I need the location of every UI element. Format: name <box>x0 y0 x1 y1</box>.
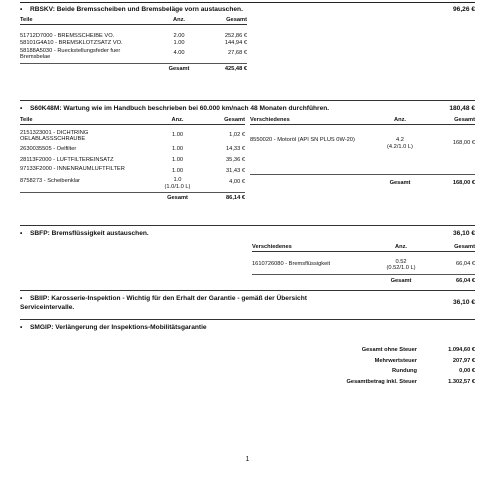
row-desc: 2151323001 - DICHTRING OELABLASSSCHRAUBE <box>20 129 89 142</box>
total-label: Rundung <box>392 368 417 374</box>
table-sum-row <box>20 64 247 73</box>
sum-label: Gesamt <box>389 180 411 187</box>
row-total: 4,00 € <box>229 179 245 185</box>
row-qty-detail: (4.2/1.0 L) <box>387 143 413 150</box>
row-desc: 8758273 - Scheibenklar <box>20 178 81 184</box>
row-desc: 2630035505 - Oelfilter <box>20 146 77 152</box>
table-row <box>250 137 475 173</box>
section-rbskv <box>20 5 475 73</box>
col-header-part: Verschiedenes <box>252 244 292 250</box>
row-total: 168,00 € <box>452 139 475 146</box>
total-label: Gesamtbetrag inkl. Steuer <box>346 378 417 385</box>
misc-table <box>252 243 475 285</box>
bullet-icon: • <box>20 105 23 112</box>
col-header-qty: Anz. <box>172 17 185 23</box>
invoice-totals <box>300 345 475 387</box>
row-qty-detail: (0.52/1.0 L) <box>386 265 416 271</box>
table-row <box>20 164 245 175</box>
parts-table <box>20 116 245 202</box>
section-title: RBSKV: Beide Bremsscheiben und Bremsbeläge vorn austauschen. <box>30 6 243 13</box>
row-desc: 28113F2000 - LUFTFILTEREINSATZ <box>20 157 114 163</box>
section-sbfp <box>20 225 475 285</box>
col-header-total: Gesamt <box>454 117 475 123</box>
section-title: SBFP: Bremsflüssigkeit austauschen. <box>30 230 149 237</box>
row-qty: 4.2 <box>396 137 404 144</box>
total-label: Mehrwertsteuer <box>374 357 417 364</box>
bullet-icon: • <box>20 295 23 302</box>
row-total: 66,04 € <box>456 261 475 267</box>
row-desc: 58101G4A10 - BREMSKLOTZSATZ VO. <box>20 40 123 46</box>
row-total: 14,33 € <box>226 146 245 152</box>
page-number: 1 <box>245 456 250 463</box>
total-row <box>300 377 475 388</box>
row-total: 144,94 € <box>224 40 247 46</box>
sum-label: Gesamt <box>168 66 190 72</box>
section-price: 36,10 € <box>453 230 475 237</box>
col-header-total: Gesamt <box>226 17 247 23</box>
row-qty: 0.52 <box>395 258 407 265</box>
row-total: 1,02 € <box>229 132 245 138</box>
section-title: S60K48M: Wartung wie im Handbuch beschrieben bei 60.000 km/nach 48 Monaten durchführen. <box>30 105 330 112</box>
section-header <box>20 229 475 238</box>
bullet-icon: • <box>20 230 23 237</box>
section-price: 180,48 € <box>449 105 475 112</box>
table-row <box>20 32 247 40</box>
row-total: 27,68 € <box>228 50 247 56</box>
top-rule <box>20 2 475 3</box>
row-qty: 4.00 <box>173 50 185 56</box>
misc-table <box>250 116 475 202</box>
row-qty: 1.00 <box>171 157 184 163</box>
total-value: 207,97 € <box>452 357 475 364</box>
sum-value: 66,04 € <box>456 278 475 284</box>
bullet-icon: • <box>20 6 23 13</box>
section-header <box>20 294 475 312</box>
row-desc: 51712D7000 - BREMSSCHEIBE VO. <box>20 32 115 39</box>
row-qty: 1.00 <box>171 168 184 174</box>
table-row <box>252 258 475 272</box>
row-qty: 2.00 <box>173 32 185 39</box>
total-label: Gesamt ohne Steuer <box>361 347 417 353</box>
row-total: 252,86 € <box>224 32 247 39</box>
col-header-part: Verschiedenes <box>250 117 290 123</box>
total-row <box>300 366 475 377</box>
table-sum-row <box>250 178 475 201</box>
total-value: 0,00 € <box>459 368 475 374</box>
sum-label: Gesamt <box>390 278 412 284</box>
row-qty: 1.00 <box>171 146 184 152</box>
row-desc: 1610726080 - Bremsflüssigkeit <box>252 261 331 267</box>
col-header-total: Gesamt <box>454 244 475 250</box>
section-title: SBIIP: Karosserie-Inspektion - Wichtig für den Erhalt der Garantie - gemäß der Übersicht <box>30 295 307 302</box>
total-value: 1.302,57 € <box>448 378 475 385</box>
col-header-total: Gesamt <box>224 117 245 123</box>
table-row <box>20 153 245 164</box>
section-header <box>20 5 475 14</box>
section-s60k48m <box>20 100 475 202</box>
col-header-part: Teile <box>20 117 33 123</box>
table-sum-row <box>20 193 245 202</box>
total-value: 1.094,60 € <box>448 347 475 353</box>
row-qty: 1.0 <box>173 177 182 183</box>
section-header <box>20 323 475 332</box>
table-row <box>20 129 245 143</box>
total-row <box>300 345 475 356</box>
col-header-qty: Anz. <box>394 244 407 250</box>
row-desc: 58188A5030 - Rueckstellungsfeder fuer Bremsbelae <box>20 47 121 60</box>
row-qty: 1.00 <box>171 132 184 138</box>
section-title: SMGIP: Verlängerung der Inspektions-Mobilitätsgarantie <box>30 324 207 331</box>
table-row <box>20 143 245 153</box>
section-title-cont: Serviceintervalle. <box>20 304 75 311</box>
section-header <box>20 104 475 113</box>
row-desc: 97133F2000 - INNENRAUMLUFTFILTER <box>20 166 125 172</box>
row-qty-detail: (1.0/1.0 L) <box>164 183 191 190</box>
row-desc: 8550020 - Motoröl (API SN PLUS 0W-20) <box>250 137 355 144</box>
total-row <box>300 356 475 367</box>
section-sbiip <box>20 290 475 312</box>
sum-label: Gesamt <box>167 194 188 201</box>
table-row <box>20 175 245 191</box>
section-smgip <box>20 319 475 332</box>
parts-table <box>20 16 247 73</box>
col-header-qty: Anz. <box>171 117 184 123</box>
table-row <box>20 47 247 61</box>
row-total: 35,36 € <box>226 157 245 163</box>
row-total: 31,43 € <box>226 168 245 174</box>
col-header-part: Teile <box>20 17 33 23</box>
section-price: 36,10 € <box>453 299 475 306</box>
sum-value: 168,00 € <box>452 180 475 187</box>
col-header-qty: Anz. <box>393 117 406 123</box>
table-sum-row <box>252 275 475 285</box>
section-price: 96,26 € <box>453 6 475 13</box>
table-row <box>20 40 247 48</box>
sum-value: 425,48 € <box>224 66 247 72</box>
sum-value: 86,14 € <box>226 194 245 201</box>
bullet-icon: • <box>20 324 23 331</box>
row-qty: 1.00 <box>173 40 185 46</box>
